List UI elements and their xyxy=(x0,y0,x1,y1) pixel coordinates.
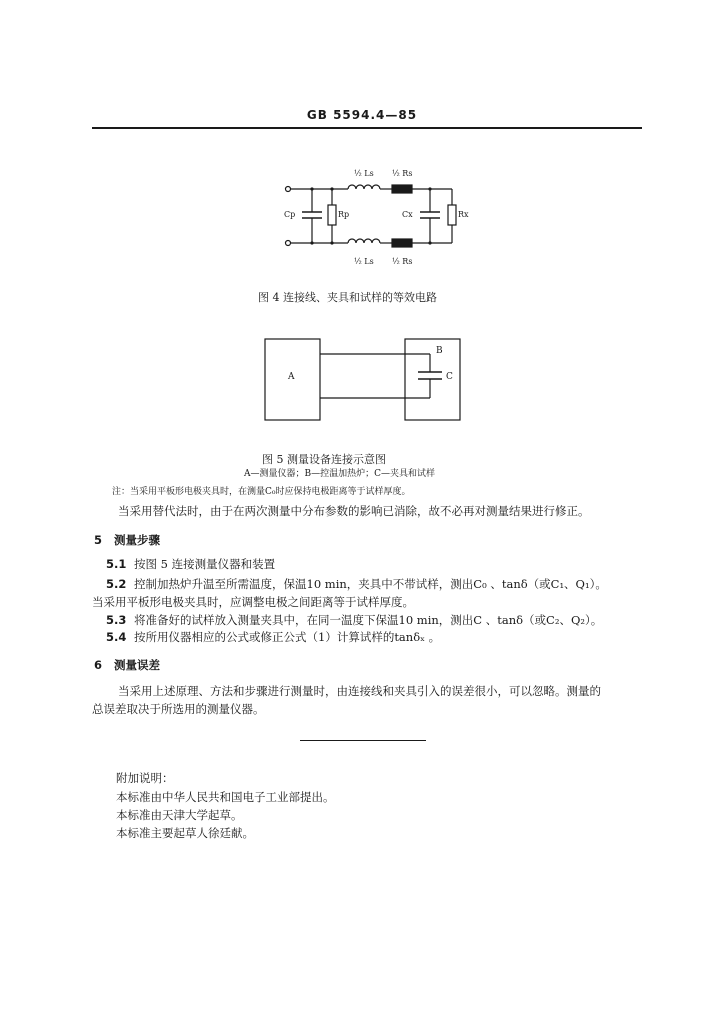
figure-4-circuit xyxy=(270,158,480,270)
appendix-title: 附加说明： xyxy=(116,771,174,785)
step-text: 按图 5 连接测量仪器和装置 xyxy=(134,557,276,571)
step-number: 5.3 xyxy=(106,613,127,627)
section-6-heading xyxy=(94,657,160,673)
end-divider xyxy=(300,740,426,741)
step-text: 控制加热炉升温至所需温度，保温10 min，夹具中不带试样，测出C₀ 、tanδ（或C₁、Q₁）。 xyxy=(134,577,607,591)
inductor-top xyxy=(348,185,380,189)
label-capacitor-c: C xyxy=(446,372,453,382)
step-5-1 xyxy=(106,556,275,572)
step-5-4 xyxy=(106,629,440,645)
terminal-bottom xyxy=(286,241,291,246)
note: 注：当采用平板形电极夹具时，在测量C₀时应保持电极距离等于试样厚度。 xyxy=(112,487,411,497)
resistor-rx xyxy=(448,205,456,225)
section-6-number: 6 xyxy=(94,658,103,672)
label-cx: Cx xyxy=(402,210,413,219)
section-6-paragraph-line-2: 总误差取决于所选用的测量仪器。 xyxy=(92,702,265,716)
step-number: 5.4 xyxy=(106,630,127,644)
section-6-title: 测量误差 xyxy=(114,658,161,672)
label-rx: Rx xyxy=(458,210,469,219)
inductor-bottom xyxy=(348,239,380,243)
label-half-ls-top: ½ Ls xyxy=(354,169,374,178)
resistor-top xyxy=(392,185,412,193)
substitution-paragraph: 当采用替代法时，由于在两次测量中分布参数的影响已消除，故不必再对测量结果进行修正。 xyxy=(118,504,590,518)
label-half-ls-bottom: ½ Ls xyxy=(354,257,374,266)
section-5-heading xyxy=(94,532,160,548)
standard-code-header: GB 5594.4—85 xyxy=(306,108,418,122)
step-text: 按所用仪器相应的公式或修正公式（1）计算试样的tanδₓ 。 xyxy=(134,630,441,644)
label-cp: Cp xyxy=(284,210,296,219)
section-5-title: 测量步骤 xyxy=(114,533,161,547)
step-number: 5.2 xyxy=(106,577,127,591)
header-rule xyxy=(92,127,642,129)
terminal-top xyxy=(286,187,291,192)
figure-5-legend: A—测量仪器；B—控温加热炉；C—夹具和试样 xyxy=(244,469,436,479)
figure-5-diagram xyxy=(260,334,470,426)
label-rp: Rp xyxy=(338,210,350,219)
appendix-line: 本标准由中华人民共和国电子工业部提出。 xyxy=(116,790,335,804)
step-5-2-continued: 当采用平板形电极夹具时，应调整电极之间距离等于试样厚度。 xyxy=(92,595,414,609)
step-5-3 xyxy=(106,612,602,628)
label-half-rs-bottom: ½ Rs xyxy=(392,257,413,266)
label-box-a: A xyxy=(288,372,295,382)
resistor-rp xyxy=(328,205,336,225)
step-5-2 xyxy=(106,576,607,592)
appendix-line: 本标准主要起草人徐廷献。 xyxy=(116,826,254,840)
figure-4-caption: 图 4 连接线、夹具和试样的等效电路 xyxy=(258,291,437,304)
step-number: 5.1 xyxy=(106,557,127,571)
step-text: 将准备好的试样放入测量夹具中，在同一温度下保温10 min，测出C 、tanδ（或C₂、Q₂）。 xyxy=(134,613,603,627)
label-box-b: B xyxy=(436,346,443,356)
figure-5-caption: 图 5 测量设备连接示意图 xyxy=(262,453,386,466)
label-half-rs-top: ½ Rs xyxy=(392,169,413,178)
appendix-line: 本标准由天津大学起草。 xyxy=(116,808,243,822)
resistor-bottom xyxy=(392,239,412,247)
section-6-paragraph-line-1: 当采用上述原理、方法和步骤进行测量时，由连接线和夹具引入的误差很小，可以忽略。测量的 xyxy=(118,684,601,698)
section-5-number: 5 xyxy=(94,533,103,547)
